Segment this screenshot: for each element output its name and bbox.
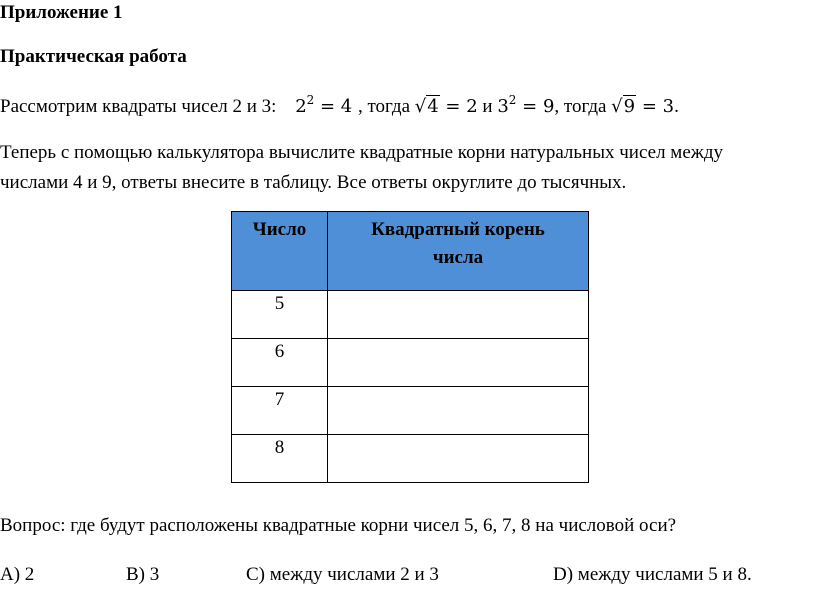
intro-lead: Рассмотрим квадраты чисел 2 и 3:	[0, 96, 277, 117]
radical-sign-icon: √	[611, 96, 623, 117]
option-c: C) между числами 2 и 3	[246, 564, 439, 585]
root-result-two: = 2	[439, 96, 478, 117]
header-square-root-line1: Квадратный корень	[371, 219, 545, 240]
root-result-three: = 3	[636, 96, 675, 117]
formula-root-four	[415, 95, 478, 117]
header-square-root	[328, 212, 589, 291]
radicand-four: 4	[427, 96, 439, 117]
base-three: 3	[497, 96, 509, 117]
radical-sign-icon: √	[414, 96, 427, 117]
power-two: 2	[306, 93, 315, 107]
then-word-2: , тогда	[554, 96, 612, 117]
and-word: и	[477, 96, 498, 117]
then-word-1: , тогда	[358, 96, 415, 117]
cell-root-answer[interactable]	[328, 387, 589, 435]
cell-number: 7	[232, 387, 328, 435]
header-square-root-line2: числа	[432, 247, 484, 268]
cell-number: 8	[232, 435, 328, 483]
task-line-2: числами 4 и 9, ответы внесите в таблицу. Все ответы округлите до тысячных.	[0, 172, 627, 193]
table-row	[232, 339, 589, 387]
appendix-heading: Приложение 1	[0, 2, 123, 23]
base-two: 2	[295, 96, 307, 117]
option-a: A) 2	[0, 564, 35, 585]
table-row	[232, 435, 589, 483]
cell-root-answer[interactable]	[328, 339, 589, 387]
cell-number: 5	[232, 291, 328, 339]
cell-number: 6	[232, 339, 328, 387]
section-title: Практическая работа	[0, 46, 187, 67]
result-four: = 4	[314, 96, 353, 117]
answers-table	[231, 211, 589, 483]
result-nine: = 9	[516, 96, 555, 117]
power-three: 2	[508, 93, 517, 107]
intro-line	[0, 93, 679, 118]
table-row	[232, 387, 589, 435]
question-text: Вопрос: где будут расположены квадратные корни чисел 5, 6, 7, 8 на числовой оси?	[0, 515, 677, 536]
option-b: B) 3	[126, 564, 160, 585]
table-row	[232, 291, 589, 339]
period: .	[674, 96, 679, 117]
table-header-row	[232, 212, 589, 291]
option-d: D) между числами 5 и 8.	[553, 564, 752, 585]
formula-three-squared	[497, 93, 555, 117]
task-line-1: Теперь с помощью калькулятора вычислите квадратные корни натуральных чисел между	[0, 142, 724, 163]
radicand-nine: 9	[623, 96, 636, 117]
formula-root-nine	[611, 95, 674, 117]
header-number: Число	[232, 212, 328, 291]
cell-root-answer[interactable]	[328, 435, 589, 483]
cell-root-answer[interactable]	[328, 291, 589, 339]
formula-two-squared	[295, 93, 358, 117]
